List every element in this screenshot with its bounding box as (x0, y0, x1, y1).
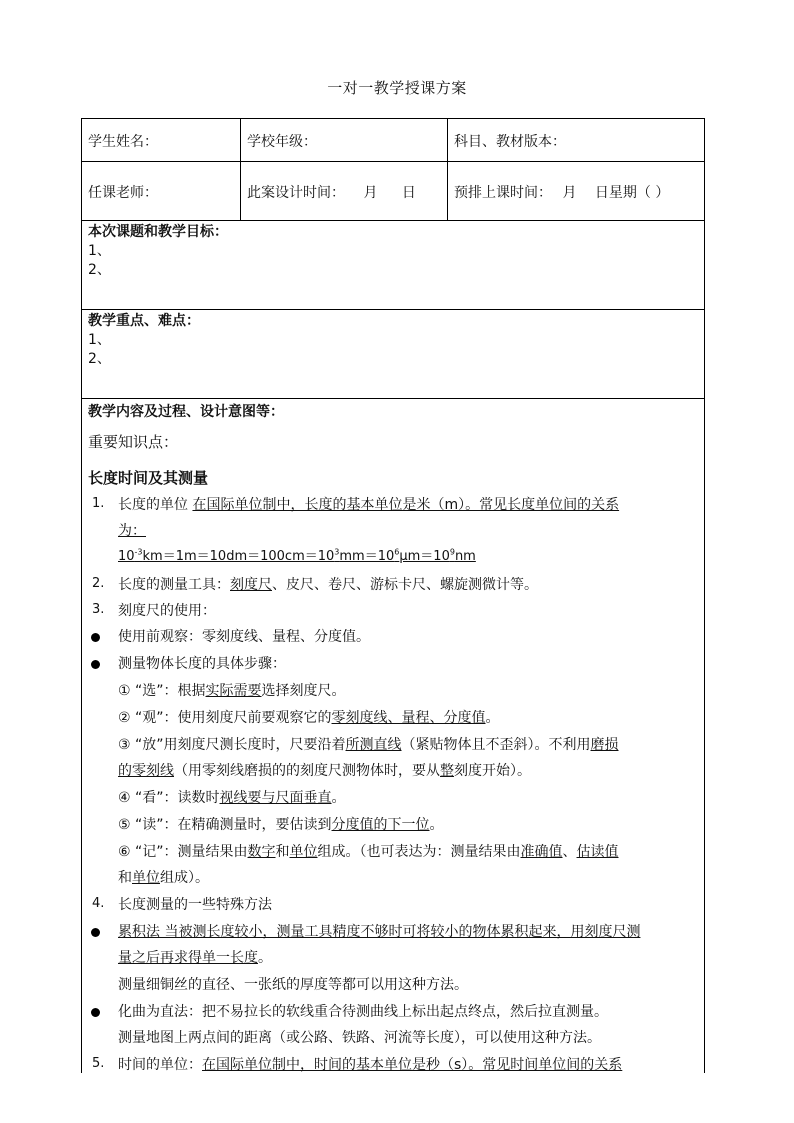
text-underlined: 单位 (289, 844, 318, 860)
schedule-month: 月 (562, 185, 577, 201)
design-time-text: 此案设计时间： (247, 185, 345, 201)
text-underlined: 累积法 (118, 924, 160, 940)
exponent: -3 (134, 547, 143, 557)
step-place (118, 735, 619, 755)
item-number: 5. (92, 1056, 105, 1071)
school-grade-label: 学校年级： (247, 134, 317, 150)
text: 和 (118, 870, 132, 886)
text: 。 (485, 710, 500, 726)
text: ④ “看”：读数时 (118, 790, 220, 806)
unit-formula (118, 547, 476, 567)
step-look (118, 788, 346, 808)
accumulation-example: 测量细铜丝的直径、一张纸的厚度等都可以用这种方法。 (118, 977, 468, 993)
item-tools (118, 575, 538, 595)
text-underlined: 的零刻线 (118, 763, 174, 779)
schedule-label (454, 182, 669, 202)
goals-heading: 本次课题和教学目标： (88, 224, 228, 240)
bullet-curve-straight: 化曲为直法：把不易拉长的软线重合待测曲线上标出起点终点，然后拉直测量。 (118, 1004, 608, 1020)
knowledge-label: 重要知识点： (88, 433, 179, 451)
text-underlined: 在国际单位制中，长度的基本单位是米（m）。常见长度单位间的关系 (192, 497, 620, 513)
text: km＝1m＝10dm＝100cm＝10 (142, 549, 335, 564)
goals-section (88, 223, 228, 280)
column-divider (240, 119, 241, 220)
item-special-methods: 长度测量的一些特殊方法 (118, 897, 272, 913)
text-underlined: 在国际单位制中，时间的基本单位是秒（s）。常见时间单位间的关系 (202, 1057, 623, 1073)
column-divider (447, 119, 448, 220)
design-time-label (247, 182, 416, 202)
text-underlined: 估读值 (576, 844, 619, 860)
step-observe (118, 708, 500, 728)
text-underlined: 当被测长度较小，测量工具精度不够时可将较小的物体累积起来，用刻度尺测 (160, 924, 641, 940)
text-underlined: 为： (118, 523, 146, 539)
bullet-steps: 测量物体长度的具体步骤： (118, 656, 286, 672)
text: mm＝10 (339, 549, 395, 564)
text: 。 (331, 790, 346, 806)
text: 长度的单位 (118, 497, 193, 513)
text-underlined: 整 (440, 763, 454, 779)
item-number: 1. (92, 496, 105, 511)
item-length-unit (118, 495, 619, 515)
row-divider (82, 161, 704, 162)
step-choose (118, 681, 346, 701)
keypoint-item: 1、 (88, 332, 111, 348)
row-divider (82, 220, 704, 221)
text: （紧贴物体且不歪斜）。不利用 (401, 737, 591, 753)
text: 和 (275, 844, 290, 860)
text: 、 (562, 844, 577, 860)
curve-straight-example: 测量地图上两点间的距离（或公路、铁路、河流等长度），可以使用这种方法。 (118, 1030, 601, 1046)
text-underlined: 分度值的下一位 (331, 817, 430, 833)
step-record (118, 842, 619, 862)
teacher-label: 任课老师： (88, 185, 158, 201)
text-underlined: 零刻度线、量程、分度值 (331, 710, 486, 726)
text-underlined: 磨损 (590, 737, 619, 753)
subject-label: 科目、教材版本： (454, 134, 566, 150)
schedule-text: 预排上课时间： (454, 185, 552, 201)
step-record-cont (118, 868, 209, 888)
exponent: 6 (394, 547, 400, 557)
text: 长度的测量工具： (118, 577, 230, 593)
text: 、皮尺、卷尺、游标卡尺、螺旋测微计等。 (272, 577, 538, 593)
bullet-dot (91, 928, 100, 937)
item-time-unit (118, 1055, 622, 1075)
row-divider (82, 398, 704, 399)
step-read (118, 815, 444, 835)
bullet-observe: 使用前观察：零刻度线、量程、分度值。 (118, 629, 370, 645)
text-underlined: 量之后再求得单一长度 (118, 950, 258, 966)
row-divider (82, 309, 704, 310)
text-underlined: 实际需要 (205, 683, 262, 699)
schedule-day-week: 日星期（ ） (594, 185, 670, 201)
text: ② “观”：使用刻度尺前要观察它的 (118, 710, 332, 726)
text: ⑥ “记”：测量结果由 (118, 844, 248, 860)
item-ruler-usage: 刻度尺的使用： (118, 603, 216, 619)
text-underlined: 准确值 (520, 844, 563, 860)
text: ⑤ “读”：在精确测量时，要估读到 (118, 817, 332, 833)
text-underlined: 单位 (132, 870, 160, 886)
keypoints-heading: 教学重点、难点： (88, 313, 200, 329)
keypoints-section (88, 312, 200, 369)
bullet-accumulation-cont (118, 948, 272, 968)
bullet-dot (91, 660, 100, 669)
step-place-cont (118, 761, 531, 781)
bullet-dot (91, 633, 100, 642)
text: 时间的单位： (118, 1057, 202, 1073)
text: 组成。（也可表达为：测量结果由 (317, 844, 521, 860)
design-month: 月 (363, 185, 378, 201)
bullet-dot (91, 1008, 100, 1017)
exponent: 3 (334, 547, 340, 557)
text-underlined: 所测直线 (345, 737, 402, 753)
text: ③ “放”用刻度尺测长度时，尺要沿着 (118, 737, 346, 753)
text: 。 (258, 950, 272, 966)
bullet-accumulation (118, 922, 640, 942)
item-number: 2. (92, 576, 105, 591)
item-number: 3. (92, 602, 105, 617)
goal-item: 1、 (88, 243, 111, 259)
text: 选择刻度尺。 (261, 683, 346, 699)
goal-item: 2、 (88, 262, 111, 278)
text-underlined: 数字 (247, 844, 276, 860)
text: nm (454, 549, 476, 564)
text: 组成）。 (160, 870, 209, 886)
item-length-unit-cont (118, 521, 146, 541)
student-name-label: 学生姓名： (88, 134, 158, 150)
text-underlined: 视线要与尺面垂直 (219, 790, 332, 806)
text: 刻度开始）。 (454, 763, 531, 779)
lesson-plan-table (81, 118, 705, 1073)
text: ① “选”：根据 (118, 683, 206, 699)
text-underlined: 刻度尺 (230, 577, 272, 593)
text: （用零刻线磨损的的刻度尺测物体时，要从 (174, 763, 440, 779)
content-heading: 教学内容及过程、设计意图等： (88, 404, 284, 420)
design-day: 日 (401, 185, 416, 201)
keypoint-item: 2、 (88, 351, 111, 367)
text: 10 (118, 549, 135, 564)
text: μm＝10 (399, 549, 450, 564)
item-number: 4. (92, 896, 105, 911)
topic-heading: 长度时间及其测量 (88, 469, 209, 487)
page-title: 一对一教学授课方案 (327, 79, 467, 97)
text: 。 (429, 817, 444, 833)
exponent: 9 (449, 547, 455, 557)
